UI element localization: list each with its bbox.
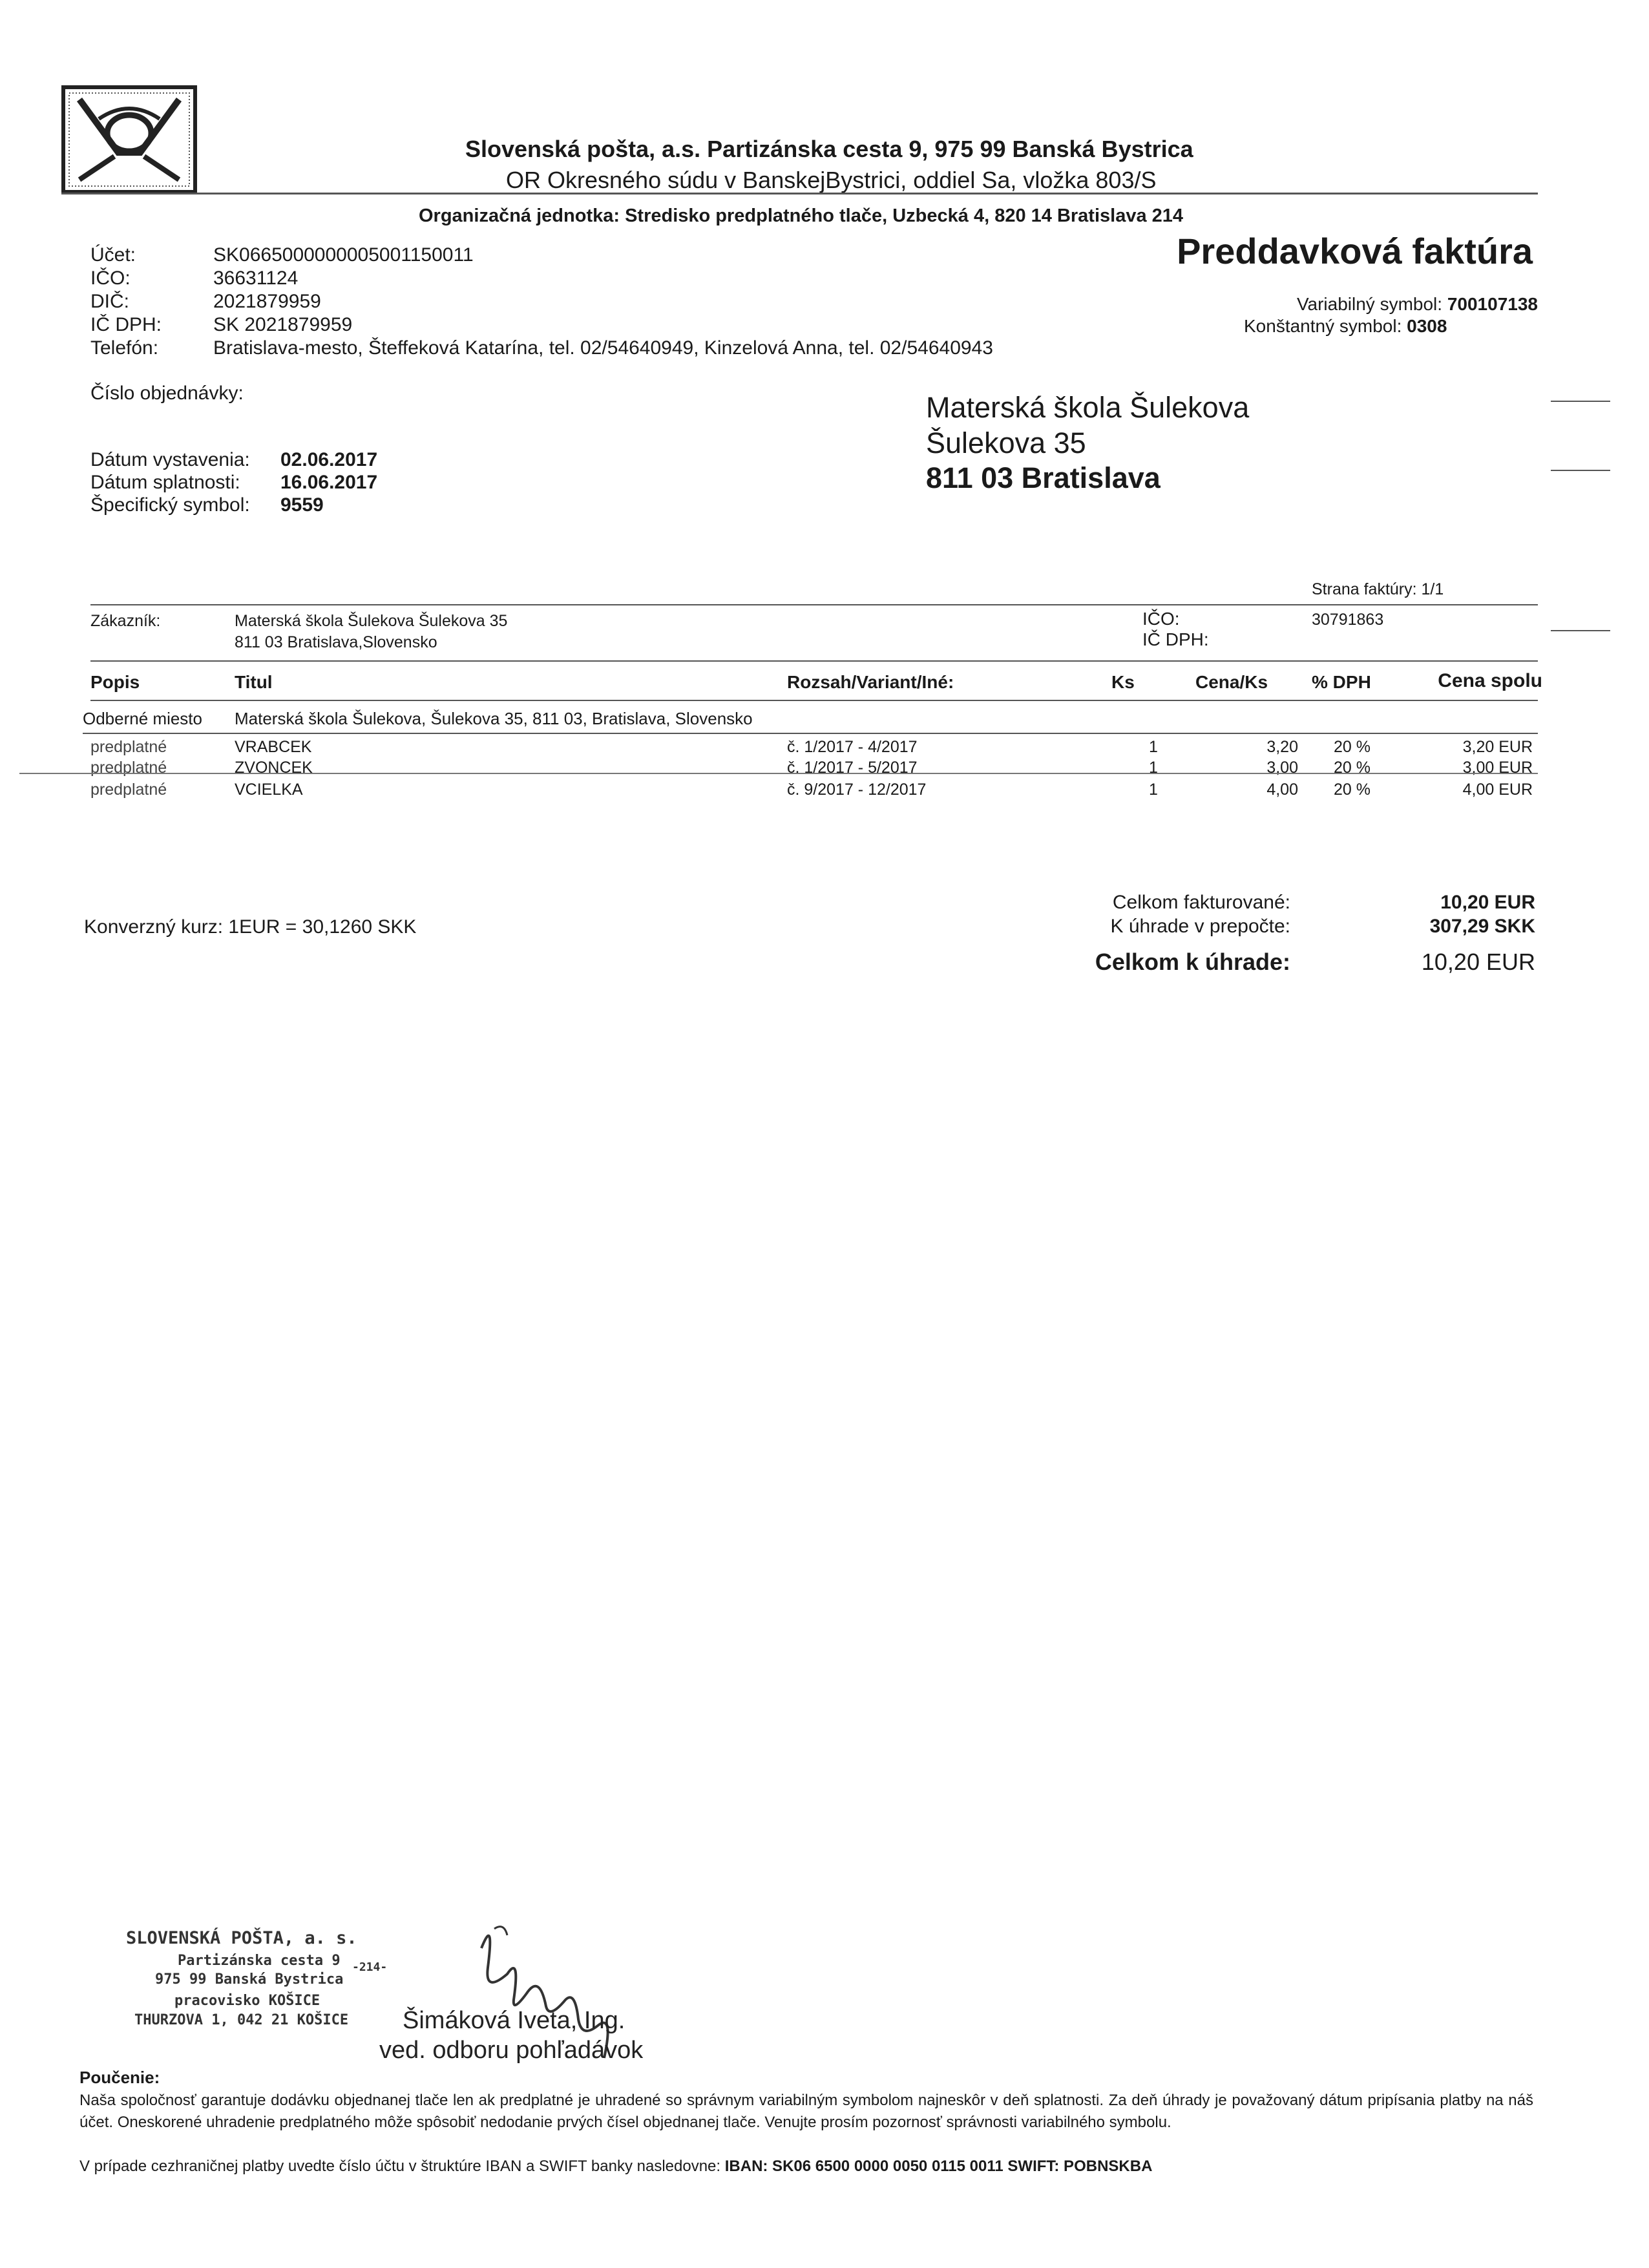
- stamp-line2: Partizánska cesta 9: [178, 1953, 341, 1969]
- notice-paragraph: Naša spoločnosť garantuje dodávku objednanej tlače len ak predplatné je uhradené so správnym variabilným symbolom najneskôr v deň splatnosti. Za deň úhrady je považovaný dátum pripísania platby na náš účet. Oneskorené uhradenie predplatného môže spôsobiť nedodanie prvých čísel objednanej tlače. Venujte prosím pozornosť správnosti variabilného symbolu.: [79, 2092, 1533, 2131]
- row-rozsah: č. 1/2017 - 5/2017: [787, 759, 918, 777]
- notice-heading: Poučenie:: [79, 2068, 160, 2087]
- row-ks: 1: [1149, 738, 1158, 756]
- account-value: SK0665000000005001150011: [213, 244, 474, 266]
- registry-line: OR Okresného súdu v BanskejBystrici, oddiel Sa, vložka 803/S: [506, 167, 1157, 193]
- customer-label: Zákazník:: [90, 612, 161, 630]
- stamp-line4: pracovisko KOŠICE: [174, 1993, 320, 2009]
- header-cena-spolu: Cena spolu: [1438, 670, 1542, 691]
- row-cena-spolu: 4,00 EUR: [1462, 781, 1533, 799]
- specific-symbol-value: 9559: [280, 494, 324, 516]
- phone-value: Bratislava-mesto, Šteffeková Katarína, tel. 02/54640949, Kinzelová Anna, tel. 02/54640943: [213, 337, 993, 359]
- due-date-label: Dátum splatnosti:: [90, 472, 240, 493]
- fold-mark: [1551, 401, 1610, 402]
- customer-line1: Materská škola Šulekova Šulekova 35: [235, 612, 508, 630]
- table-header-divider: [90, 700, 1538, 701]
- header-titul: Titul: [235, 672, 273, 692]
- specific-symbol-label: Špecifický symbol:: [90, 494, 250, 516]
- company-line: Slovenská pošta, a.s. Partizánska cesta 9, 975 99 Banská Bystrica: [465, 136, 1193, 162]
- header-popis: Popis: [90, 672, 140, 692]
- converted-label: K úhrade v prepočte:: [1110, 916, 1290, 937]
- variable-symbol: [1297, 294, 1538, 315]
- customer-line2: 811 03 Bratislava,Slovensko: [235, 633, 437, 651]
- fold-mark: [1551, 630, 1610, 631]
- stamp-line1: SLOVENSKÁ POŠTA, a. s.: [126, 1928, 357, 1948]
- page-info: Strana faktúry: 1/1: [1312, 580, 1444, 598]
- issue-date-value: 02.06.2017: [280, 449, 378, 470]
- phone-label: Telefón:: [90, 337, 159, 359]
- variable-symbol-label: Variabilný symbol:: [1296, 294, 1443, 314]
- header-divider: [61, 193, 1538, 194]
- due-date-value: 16.06.2017: [280, 472, 378, 493]
- fold-mark: [1551, 470, 1610, 471]
- notice-iban-line: [79, 2156, 1152, 2178]
- delivery-value: Materská škola Šulekova, Šulekova 35, 811 03, Bratislava, Slovensko: [235, 709, 753, 728]
- row-cena-ks: 3,20: [1266, 738, 1298, 756]
- row-popis: predplatné: [90, 781, 167, 799]
- signatory-position: ved. odboru pohľadávok: [379, 2037, 644, 2064]
- delivery-label: Odberné miesto: [83, 709, 202, 728]
- invoiced-value: 10,20 EUR: [1440, 892, 1535, 913]
- header-rozsah: Rozsah/Variant/Iné:: [787, 672, 954, 692]
- header-cena-ks: Cena/Ks: [1195, 672, 1268, 692]
- icdph-value: SK 2021879959: [213, 314, 353, 335]
- recipient-line2: Šulekova 35: [926, 426, 1086, 459]
- row-dph: 20 %: [1334, 738, 1371, 756]
- invoice-title: Preddavková faktúra: [1177, 231, 1533, 271]
- row-titul: VRABCEK: [235, 738, 312, 756]
- posta-logo: [61, 85, 197, 194]
- row-titul: ZVONCEK: [235, 759, 313, 777]
- due-label: Celkom k úhrade:: [1095, 949, 1290, 975]
- conversion-rate: Konverzný kurz: 1EUR = 30,1260 SKK: [84, 916, 417, 938]
- constant-symbol-value: 0308: [1407, 316, 1447, 336]
- dic-label: DIČ:: [90, 291, 129, 312]
- delivery-divider: [83, 733, 1538, 734]
- stamp-side: -214-: [352, 1960, 388, 1974]
- constant-symbol: [1244, 316, 1447, 337]
- signatory-name: Šimáková Iveta, Ing.: [403, 2007, 625, 2034]
- issue-date-label: Dátum vystavenia:: [90, 449, 250, 470]
- header-dph: % DPH: [1312, 672, 1371, 692]
- constant-symbol-label: Konštantný symbol:: [1244, 316, 1402, 336]
- row-popis: predplatné: [90, 738, 167, 756]
- invoiced-label: Celkom fakturované:: [1112, 892, 1290, 913]
- ico-label: IČO:: [90, 268, 131, 289]
- row-popis: predplatné: [90, 759, 167, 777]
- row-ks: 1: [1149, 781, 1158, 799]
- customer-ico-label: IČO:: [1142, 609, 1180, 629]
- stamp-line3: 975 99 Banská Bystrica: [155, 1971, 344, 1988]
- org-unit-line: Organizačná jednotka: Stredisko predplatného tlače, Uzbecká 4, 820 14 Bratislava 214: [419, 205, 1184, 226]
- row-rozsah: č. 9/2017 - 12/2017: [787, 781, 927, 799]
- due-value: 10,20 EUR: [1421, 949, 1535, 975]
- dic-value: 2021879959: [213, 291, 321, 312]
- converted-value: 307,29 SKK: [1429, 916, 1535, 937]
- row-rozsah: č. 1/2017 - 4/2017: [787, 738, 918, 756]
- notice-iban-codes: IBAN: SK06 6500 0000 0050 0115 0011 SWIFT: POBNSKBA: [724, 2158, 1153, 2175]
- icdph-label: IČ DPH:: [90, 314, 162, 335]
- recipient-line3: 811 03 Bratislava: [926, 461, 1161, 494]
- row-dph: 20 %: [1334, 759, 1371, 777]
- row-ks: 1: [1149, 759, 1158, 777]
- row-titul: VCIELKA: [235, 781, 303, 799]
- row-cena-ks: 4,00: [1266, 781, 1298, 799]
- order-number-label: Číslo objednávky:: [90, 383, 244, 404]
- row-cena-spolu: 3,00 EUR: [1462, 759, 1533, 777]
- row-dph: 20 %: [1334, 781, 1371, 799]
- table-top-divider: [90, 660, 1538, 662]
- row-cena-ks: 3,00: [1266, 759, 1298, 777]
- account-label: Účet:: [90, 244, 136, 266]
- notice-iban-text: V prípade cezhraničnej platby uvedte číslo účtu v štruktúre IBAN a SWIFT banky nasledovne:: [79, 2158, 721, 2175]
- customer-icdph-label: IČ DPH:: [1142, 629, 1209, 649]
- scan-strike-line: [19, 773, 1538, 774]
- customer-top-divider: [90, 604, 1538, 605]
- header-ks: Ks: [1111, 672, 1135, 692]
- row-cena-spolu: 3,20 EUR: [1462, 738, 1533, 756]
- stamp-line5: THURZOVA 1, 042 21 KOŠICE: [134, 2012, 349, 2028]
- ico-value: 36631124: [213, 268, 299, 289]
- variable-symbol-value: 700107138: [1447, 294, 1538, 314]
- recipient-line1: Materská škola Šulekova: [926, 391, 1250, 424]
- customer-ico-value: 30791863: [1312, 611, 1384, 629]
